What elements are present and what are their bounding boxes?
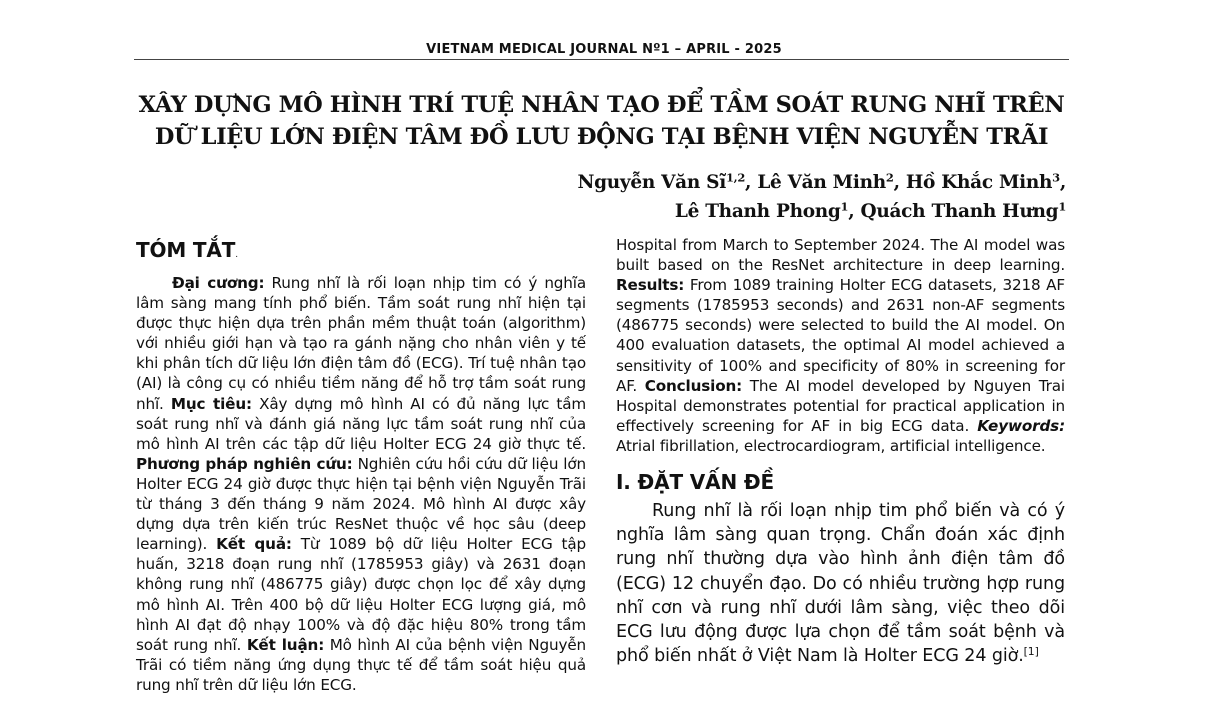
author-separator: , — [893, 172, 906, 193]
conclusion-text: Mô hình AI của bệnh viện Nguyễn Trãi có tiềm năng ứng dụng thực tế để tầm soát hiệu quả rung nhĩ trên dữ liệu lớn ECG. — [136, 635, 586, 694]
results-en-text: From 1089 training Holter ECG datasets, 3218 AF segments (1785953 seconds) and 2631 non-AF segments (486775 seconds) were selected to build the AI model. On 400 evaluation datasets, the optimal AI model achieved a sensitivity of 100% and specificity of 80% in screening for AF. — [616, 276, 1065, 395]
results-en-label: Results: — [616, 276, 685, 295]
title-line-1: XÂY DỰNG MÔ HÌNH TRÍ TUỆ NHÂN TẠO ĐỂ TẦM SOÁT RUNG NHĨ TRÊN — [138, 92, 1065, 118]
introduction-heading: I. ĐẶT VẤN ĐỀ — [616, 470, 774, 495]
author-name: Lê Thanh Phong — [674, 201, 841, 222]
methods-label: Phương pháp nghiên cứu: — [136, 454, 353, 473]
methods-text: Nghiên cứu hồi cứu dữ liệu lớn Holter ECG 24 giờ được thực hiện tại bệnh viện Nguyễn Trãi từ tháng 3 đến tháng 9 năm 2024. Mô hình AI được xây dựng dựa trên kiến trúc ResNet thuộc về học sâu (deep learning). — [136, 454, 586, 554]
keywords-label: Keywords: — [977, 416, 1065, 435]
right-column — [616, 235, 1065, 668]
author-affiliation: 2 — [885, 170, 894, 185]
journal-header: VIETNAM MEDICAL JOURNAL Nº1 – APRIL - 2025 — [426, 42, 782, 57]
results-label: Kết quả: — [216, 535, 292, 554]
conclusion-en-label: Conclusion: — [644, 376, 743, 395]
author-separator: , — [848, 201, 861, 222]
citation-ref: [1] — [1023, 645, 1039, 659]
results-text: Từ 1089 bộ dữ liệu Holter ECG tập huấn, 3218 đoạn rung nhĩ (1785953 giây) và 2631 đoạn không rung nhĩ (486775 giây) được chọn lọc để xây dựng mô hình AI. Trên 400 bộ dữ liệu Holter ECG lượng giá, mô hình AI đạt độ nhạy 100% và độ đặc hiệu 80% trong tầm soát rung nhĩ. — [136, 535, 586, 654]
paper-title — [100, 89, 1103, 153]
author-list — [578, 168, 1066, 226]
author-separator: , — [745, 172, 758, 193]
header-rule — [134, 59, 1069, 60]
author-separator: , — [1059, 172, 1066, 193]
author-affiliation: 1 — [1058, 199, 1066, 214]
author-name: Nguyễn Văn Sĩ — [577, 172, 726, 193]
author-line-2 — [578, 197, 1066, 226]
author-name: Quách Thanh Hưng — [860, 201, 1059, 222]
objective-label: Mục tiêu: — [170, 394, 252, 413]
author-affiliation: 1 — [840, 199, 849, 214]
author-name: Lê Văn Minh — [757, 172, 886, 193]
abstract-en-lead: Hospital from March to September 2024. The AI model was built based on the ResNet architecture in deep learning. — [616, 236, 1065, 275]
abstract-heading-text: TÓM TẮT — [136, 238, 236, 262]
conclusion-label: Kết luận: — [246, 635, 325, 654]
title-line-2: DỮ LIỆU LỚN ĐIỆN TÂM ĐỒ LƯU ĐỘNG TẠI BỆNH VIỆN NGUYỄN TRÃI — [154, 124, 1049, 150]
author-affiliation: 1,2 — [725, 170, 746, 185]
author-affiliation: 3 — [1052, 170, 1060, 185]
author-line-1 — [578, 168, 1066, 197]
introduction-text: Rung nhĩ là rối loạn nhịp tim phổ biến và có ý nghĩa lâm sàng quan trọng. Chẩn đoán xác định rung nhĩ thường dựa vào hình ảnh điện tâm đồ (ECG) 12 chuyển đạo. Do có nhiều trường hợp rung nhĩ cơn và rung nhĩ dưới lâm sàng, việc theo dõi ECG lưu động được lựa chọn để tầm soát bệnh và phổ biến nhất ở Việt Nam là Holter ECG 24 giờ. — [616, 501, 1065, 667]
abstract-heading — [136, 237, 586, 268]
left-column — [136, 237, 586, 695]
abstract-en-paragraph — [616, 235, 1065, 456]
background-text: Rung nhĩ là rối loạn nhịp tim có ý nghĩa lâm sàng mang tính phổ biến. Tầm soát rung nhĩ hiện tại được thực hiện dựa trên phần mềm thuật toán (algorithm) với nhiều giới hạn và tạo ra gánh nặng cho nhân viên y tế khi phân tích dữ liệu lớn điện tâm đồ (ECG). Trí tuệ nhân tạo (AI) là công cụ có nhiều tiềm năng để hỗ trợ tầm soát rung nhĩ. — [136, 274, 586, 413]
author-name: Hồ Khắc Minh — [905, 172, 1053, 193]
background-label: Đại cương: — [172, 274, 265, 292]
keywords-text: Atrial fibrillation, electrocardiogram, artificial intelligence. — [616, 436, 1046, 455]
abstract-vi-paragraph — [136, 273, 586, 695]
abstract-heading-dot: . — [235, 250, 238, 260]
objective-text: Xây dựng mô hình AI có đủ năng lực tầm soát rung nhĩ và đánh giá năng lực tầm soát rung nhĩ của mô hình AI trên các tập dữ liệu Holter ECG 24 giờ thực tế. — [136, 394, 586, 453]
introduction-paragraph — [616, 499, 1065, 668]
conclusion-en-text: The AI model developed by Nguyen Trai Hospital demonstrates potential for practical application in effectively screening for AF in big ECG data. — [616, 376, 1065, 435]
